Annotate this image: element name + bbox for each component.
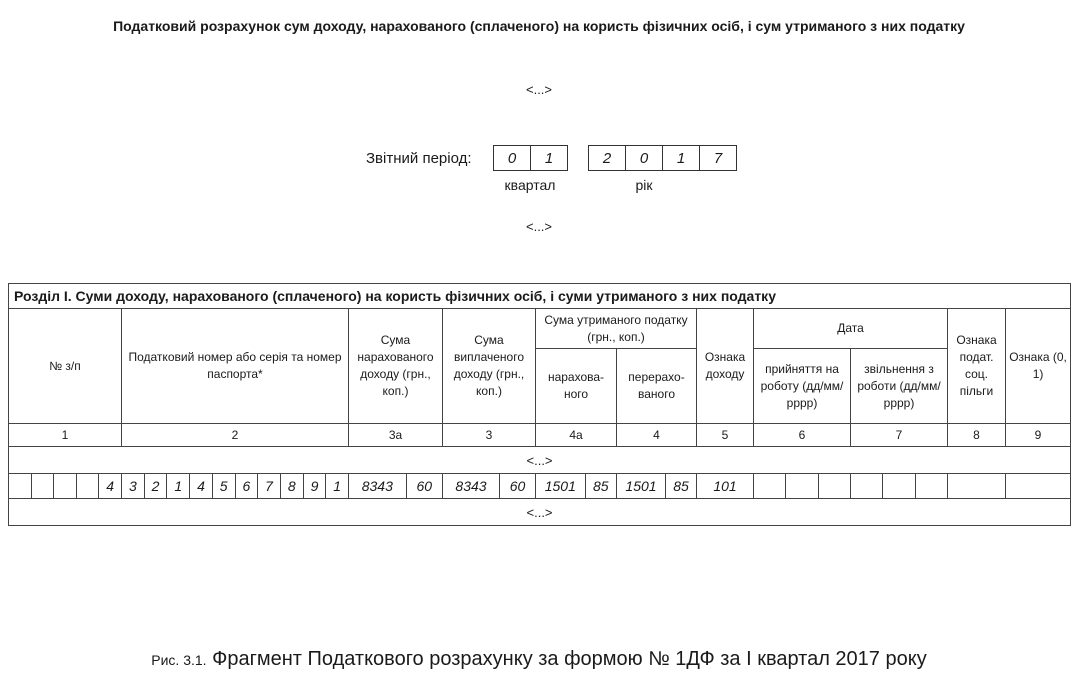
- date-cell: [916, 474, 947, 498]
- year-boxes: [588, 145, 737, 171]
- figure-caption-text: Фрагмент Податкового розрахунку за формою № 1ДФ за І квартал 2017 року: [212, 648, 927, 670]
- column-number: 3а: [349, 424, 443, 447]
- column-number: 7: [851, 424, 948, 447]
- header-paid: Сума виплаченого доходу (грн., коп.): [443, 309, 536, 424]
- header-date: Дата: [754, 309, 948, 349]
- amount-uah: 1501: [617, 474, 666, 498]
- date-cell: [754, 474, 786, 498]
- sign-01-cell: [1006, 474, 1071, 499]
- omission-row: <...>: [9, 447, 1071, 474]
- digit-cell: 4: [190, 474, 213, 498]
- column-number: 8: [948, 424, 1006, 447]
- header-hire-date: прийняття на роботу (дд/мм/ рррр): [754, 349, 851, 424]
- quarter-caption: квартал: [504, 177, 556, 193]
- date-cell: [819, 474, 850, 498]
- figure-caption: [0, 648, 1078, 671]
- hire-date-cell: [754, 474, 851, 499]
- digit-cell: 9: [304, 474, 327, 498]
- amount-kop: 85: [673, 477, 689, 494]
- digit-cell: [77, 474, 100, 498]
- column-number: 9: [1006, 424, 1071, 447]
- date-cell: [786, 474, 818, 498]
- column-number: 3: [443, 424, 536, 447]
- amount-kop: 60: [416, 477, 433, 494]
- amount-uah: 8343: [349, 474, 407, 498]
- reporting-period-label: Звітний період:: [366, 150, 472, 167]
- document-title: Податковий розрахунок сум доходу, нарахованого (сплаченого) на користь фізичних осіб, і сум утриманого з них податку: [113, 18, 965, 34]
- header-tax-transferred: перерахо- ваного: [617, 349, 697, 424]
- column-number: 4а: [536, 424, 617, 447]
- column-number: 5: [697, 424, 754, 447]
- header-income-sign: Ознака доходу: [697, 309, 754, 424]
- amount-kop: 60: [509, 477, 526, 494]
- digit-cell: 6: [236, 474, 259, 498]
- digit-cell: 4: [106, 477, 115, 494]
- column-number: 4: [617, 424, 697, 447]
- table-row: [9, 474, 1071, 499]
- section-title: Розділ І. Суми доходу, нарахованого (сплаченого) на користь фізичних осіб, і суми утриманого з них податку: [9, 284, 1071, 309]
- paid-cell: [443, 474, 536, 499]
- section-1-table: [8, 283, 1071, 526]
- header-social-benefit: Ознака подат. соц. пільги: [948, 309, 1006, 424]
- quarter-digit: 1: [544, 149, 554, 167]
- column-number: 1: [9, 424, 122, 447]
- year-digit: 0: [626, 146, 663, 170]
- header-tax-accrued: нарахова- ного: [536, 349, 617, 424]
- digit-cell: 7: [258, 474, 281, 498]
- date-cell: [883, 474, 915, 498]
- dismissal-date-cell: [851, 474, 948, 499]
- figure-number: Рис. 3.1.: [151, 652, 207, 668]
- column-number: 2: [122, 424, 349, 447]
- header-dismissal-date: звільнення з роботи (дд/мм/ рррр): [851, 349, 948, 424]
- digit-cell: [9, 474, 32, 498]
- tax-transferred-cell: [617, 474, 697, 499]
- social-benefit-cell: [948, 474, 1006, 499]
- quarter-digit: 0: [494, 146, 531, 170]
- tax-accrued-cell: [536, 474, 617, 499]
- column-number: 6: [754, 424, 851, 447]
- date-cell: [851, 474, 883, 498]
- header-sign-01: Ознака (0, 1): [1006, 309, 1071, 424]
- amount-kop: 85: [593, 477, 609, 494]
- omission-row: <...>: [9, 499, 1071, 526]
- accrued-cell: [349, 474, 443, 499]
- quarter-boxes: [493, 145, 568, 171]
- income-sign-cell: 101: [697, 474, 754, 499]
- header-accrued: Сума нарахованого доходу (грн., коп.): [349, 309, 443, 424]
- header-num: № з/п: [9, 309, 122, 424]
- omission-mark: <...>: [525, 219, 553, 234]
- header-tax-withheld: Сума утриманого податку (грн., коп.): [536, 309, 697, 349]
- amount-uah: 1501: [536, 474, 586, 498]
- tax-id-cell: [122, 474, 349, 499]
- year-caption: рік: [635, 177, 653, 193]
- row-number-cell: [9, 474, 122, 499]
- omission-mark: <...>: [525, 82, 553, 97]
- digit-cell: 8: [281, 474, 304, 498]
- digit-cell: 2: [145, 474, 168, 498]
- digit-cell: 3: [122, 474, 145, 498]
- digit-cell: 1: [333, 477, 342, 494]
- header-tax-id: Податковий номер або серія та номер паспорта*: [122, 309, 349, 424]
- year-digit: 7: [713, 149, 723, 167]
- digit-cell: [32, 474, 55, 498]
- amount-uah: 8343: [443, 474, 500, 498]
- digit-cell: 1: [167, 474, 190, 498]
- year-digit: 2: [589, 146, 626, 170]
- digit-cell: [54, 474, 77, 498]
- year-digit: 1: [663, 146, 700, 170]
- digit-cell: 5: [213, 474, 236, 498]
